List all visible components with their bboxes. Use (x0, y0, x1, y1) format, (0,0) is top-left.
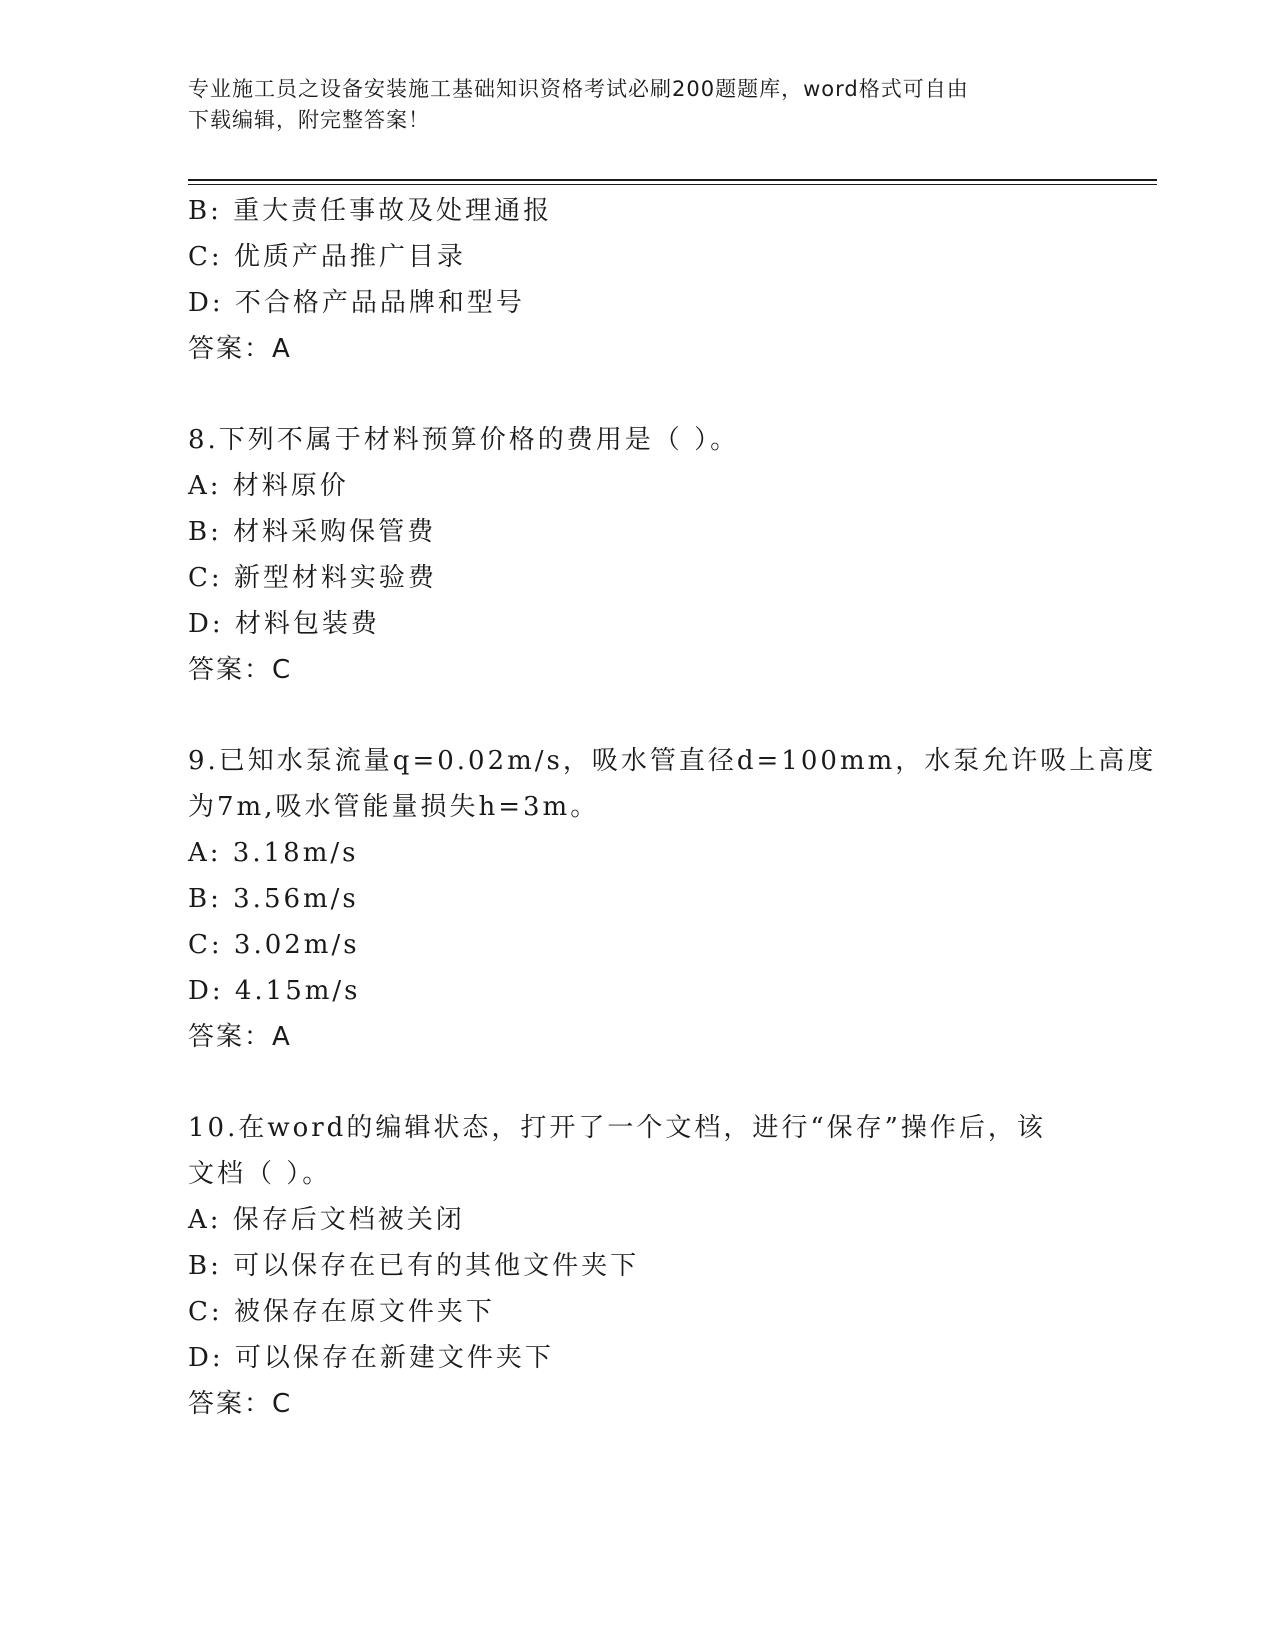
option-c: C: 优质产品推广目录 (188, 242, 466, 272)
spacer (188, 372, 1088, 417)
question-stem-line-1: 9.已知水泵流量q=0.02m/s，吸水管直径d=100mm，水泵允许吸上高度 (188, 746, 1157, 776)
answer: 答案：C (188, 1389, 293, 1419)
question-stem: 8.下列不属于材料预算价格的费用是（ ）。 (188, 425, 740, 455)
question-stem-line-2: 文档（ ）。 (188, 1159, 332, 1189)
question-8 (188, 417, 1088, 693)
option-c: C: 被保存在原文件夹下 (188, 1297, 495, 1327)
option-b: B: 重大责任事故及处理通报 (188, 196, 553, 226)
header-divider-thick (188, 179, 1157, 181)
option-d: D: 4.15m/s (188, 976, 361, 1006)
answer: 答案：A (188, 1022, 292, 1052)
spacer (188, 1060, 1088, 1105)
question-7 (188, 188, 1088, 372)
question-10 (188, 1105, 1088, 1427)
spacer (188, 693, 1088, 738)
option-a: A: 保存后文档被关闭 (188, 1205, 465, 1235)
option-b: B: 材料采购保管费 (188, 517, 437, 547)
document-header (188, 74, 1068, 136)
option-b: B: 3.56m/s (188, 884, 359, 914)
option-a: A: 材料原价 (188, 471, 349, 501)
header-line-1: 专业施工员之设备安装施工基础知识资格考试必刷200题题库，word格式可自由 (188, 77, 969, 101)
option-d: D: 材料包装费 (188, 609, 380, 639)
header-divider-thin (188, 184, 1157, 185)
option-a: A: 3.18m/s (188, 838, 359, 868)
question-list (188, 188, 1157, 1427)
option-d: D: 不合格产品品牌和型号 (188, 288, 525, 318)
answer: 答案：A (188, 334, 292, 364)
question-stem-line-2: 为7m,吸水管能量损失h=3m。 (188, 792, 600, 822)
option-c: C: 3.02m/s (188, 930, 360, 960)
question-9 (188, 738, 1157, 1060)
answer: 答案：C (188, 655, 293, 685)
option-d: D: 可以保存在新建文件夹下 (188, 1343, 554, 1373)
option-c: C: 新型材料实验费 (188, 563, 437, 593)
question-stem-line-1: 10.在word的编辑状态，打开了一个文档，进行“保存”操作后，该 (188, 1113, 1046, 1143)
header-line-2: 下载编辑，附完整答案！ (188, 108, 430, 132)
option-b: B: 可以保存在已有的其他文件夹下 (188, 1251, 640, 1281)
